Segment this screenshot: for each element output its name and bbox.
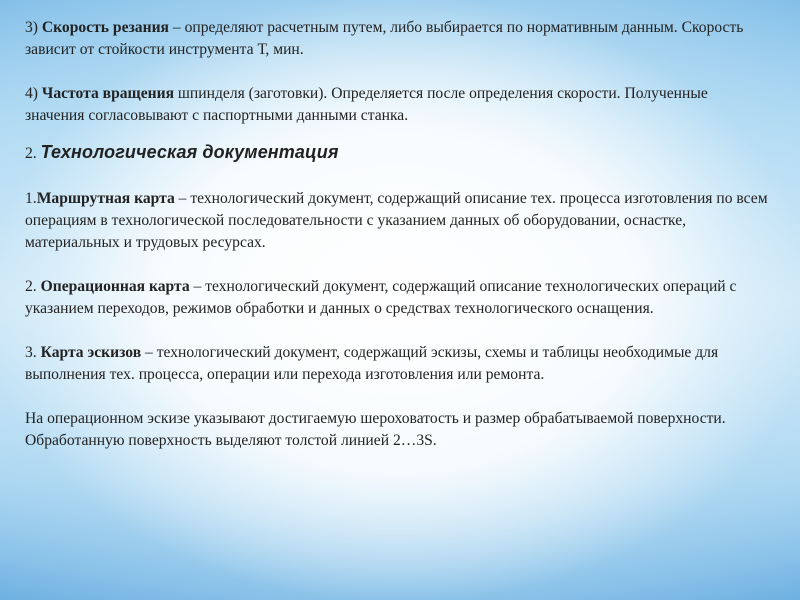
definition-text: – технологический документ, содержащий описание технологических операций с указанием переходов, режимов обработки и данных о средствах технологического оснащения. [25,278,737,317]
spacer [25,127,770,140]
body-text: На операционном эскизе указывают достигаемую шероховатость и размер обрабатываемой поверхности. Обработанную поверхность выделяют толстой линией 2…3S. [25,410,726,449]
term-sketch-card: Карта эскизов [40,344,142,361]
paragraph-sketch-card [25,342,770,386]
paragraph-route-card [25,188,770,254]
spacer [25,166,770,188]
term-rotation-frequency: Частота вращения [41,85,175,102]
spacer [25,254,770,276]
paragraph-cutting-speed [25,17,770,61]
section-heading [25,140,770,166]
item-number: 3) [25,19,42,36]
definition-text: – технологический документ, содержащий эскизы, схемы и таблицы необходимые для выполнения тех. процесса, операции или перехода изготовления или ремонта. [25,344,719,383]
term-route-card: Маршрутная карта [36,190,175,207]
term-cutting-speed: Скорость резания [41,19,169,36]
heading-number: 2. [25,145,41,162]
item-number: 4) [25,85,42,102]
item-number: 3. [25,344,41,361]
paragraph-operation-card [25,276,770,320]
item-number: 2. [25,278,41,295]
definition-text: – определяют расчетным путем, либо выбирается по нормативным данным. Скорость зависит от стойкости инструмента Т, мин. [25,19,744,58]
term-operation-card: Операционная карта [40,278,190,295]
spacer [25,320,770,342]
paragraph-rotation-frequency [25,83,770,127]
item-number: 1. [25,190,37,207]
spacer [25,386,770,408]
slide-content [25,17,770,452]
definition-text: – технологический документ, содержащий описание тех. процесса изготовления по всем операциям в технологической последовательности с указанием данных об оборудовании, оснастке, материальных и трудовых ресурсах. [25,190,768,251]
heading-title: Технологическая документация [40,142,339,162]
spacer [25,61,770,83]
paragraph-operational-sketch [25,408,770,452]
definition-text: шпинделя (заготовки). Определяется после определения скорости. Полученные значения согласовывают с паспортными данными станка. [25,85,708,124]
